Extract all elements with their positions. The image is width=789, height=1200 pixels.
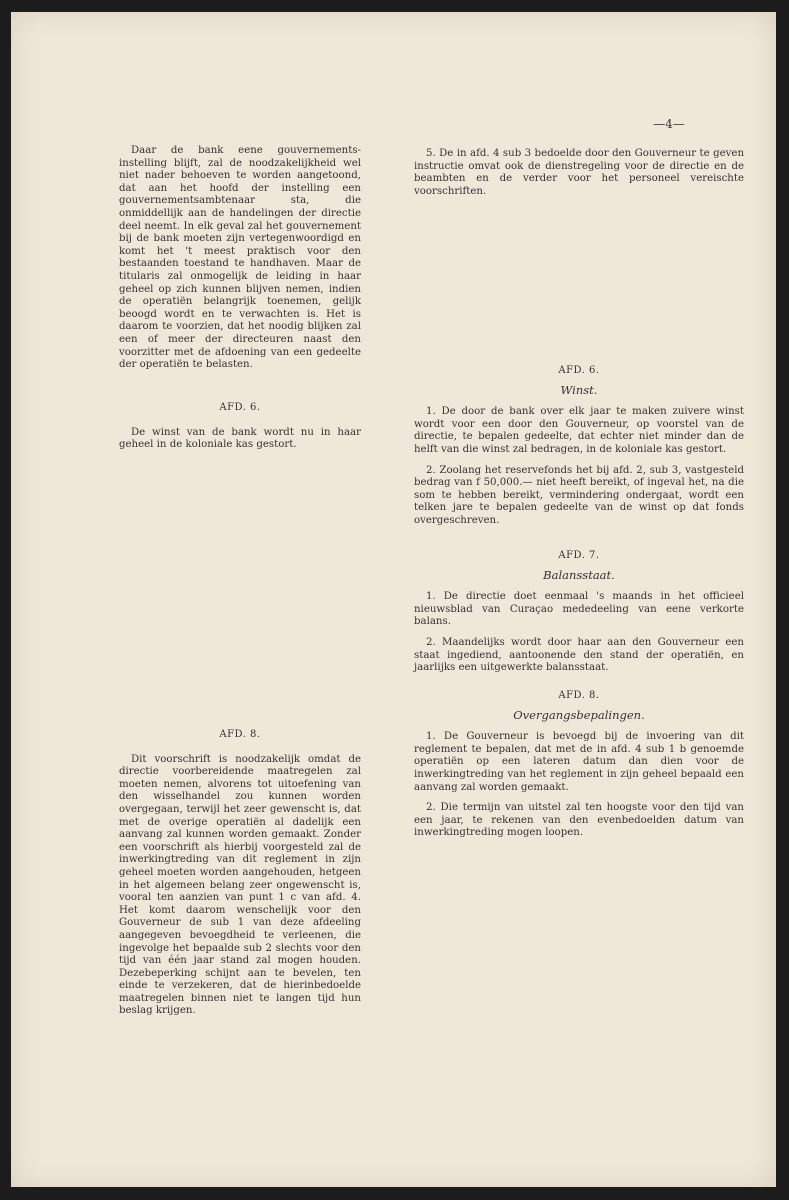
left-intro-text: Daar de bank eene gouvernements-instelling blijft, zal de noodzakelijkheid wel niet nader behoeven te worden aangetoond, dat aan het hoofd der instelling een gouvernementsambtenaar sta, die onmiddellijk aan de handelingen der directie deel neemt. In elk geval zal het gouvernement bij de bank moeten zijn vertegenwoordigd en komt het 't meest praktisch voor den bestaanden toestand te handhaven. Maar de titularis zal onmogelijk de leiding in haar geheel op zich kunnen blijven nemen, indien de operatiën belangrijk toenemen, gelijk beoogd wordt en te verwachten is. Het is daarom te voorzien, dat het noodig blijken zal een of meer der directeuren naast den voorzitter met de afdoening van een gedeelte der operatiën te belasten. xyxy=(119,145,361,371)
left-afd6-text: De winst van de bank wordt nu in haar geheel in de koloniale kas gestort. xyxy=(119,426,361,451)
right-afd6-title: Winst. xyxy=(560,382,598,397)
right-afd6-p1: 1. De door de bank over elk jaar te maken zuivere winst wordt voor een door den Gouverneur, op voorstel van de directie, te bepalen gedeelte, dat echter niet minder dan de helft van die winst zal bedragen, in de koloniale kas gestort. xyxy=(414,406,744,455)
left-afd8-text: Dit voorschrift is noodzakelijk omdat de directie voorbereidende maatregelen zal moeten nemen, alvorens tot uitoefening van den wisselhandel zou kunnen worden overgegaan, terwijl het zeer gewenscht is, dat met de overige operatiën al dadelijk een aanvang zal kunnen worden gemaakt. Zonder een voorschrift als hierbij voorgesteld zal de inwerkingtreding van dit reglement in zijn geheel moeten worden aangehouden, hetgeen in het algemeen belang zeer ongewenscht is, vooral ten aanzien van punt 1 c van afd. 4. Het komt daarom wenschelijk voor den Gouverneur de sub 1 van deze afdeeling aangegeven bevoegdheid te verleenen, die ingevolge het bepaalde sub 2 slechts voor den tijd van één jaar stand zal mogen houden. Dezebeperking schijnt aan te bevelen, ten einde te verzekeren, dat de hierinbedoelde maatregelen binnen niet te langen tijd hun beslag krijgen. xyxy=(119,753,361,1017)
right-afd6 xyxy=(414,365,744,528)
left-afd8-heading: AFD. 8. xyxy=(219,729,261,740)
page-number-block xyxy=(414,118,744,131)
document-page xyxy=(11,12,776,1187)
right-afd7-heading: AFD. 7. xyxy=(558,550,600,561)
left-afd6-heading: AFD. 6. xyxy=(219,402,261,413)
left-afd8 xyxy=(119,729,361,1018)
right-item5 xyxy=(414,148,744,198)
right-afd7-p2: 2. Maandelijks wordt door haar aan den Gouverneur een staat ingediend, aantoonende den stand der operatiën, en jaarlijks een uitgewerkte balansstaat. xyxy=(414,636,744,674)
right-afd6-heading: AFD. 6. xyxy=(558,365,600,376)
right-afd8-p2: 2. Die termijn van uitstel zal ten hoogste voor den tijd van een jaar, te rekenen van den evenbedoelden datum van inwerkingtreding mogen loopen. xyxy=(414,802,744,839)
right-afd8-title: Overgangsbepalingen. xyxy=(513,707,645,722)
right-afd8-p1: 1. De Gouverneur is bevoegd bij de invoering van dit reglement te bepalen, dat met de in afd. 4 sub 1 b genoemde operatiën op een lateren datum dan dien voor de inwerkingtreding van het reglement in zijn geheel bepaald een aanvang zal worden gemaakt. xyxy=(414,731,744,793)
left-intro xyxy=(119,145,361,372)
page-number: —4— xyxy=(653,117,685,131)
right-afd7 xyxy=(414,550,744,675)
right-item5-text: 5. De in afd. 4 sub 3 bedoelde door den Gouverneur te geven instructie omvat ook de dienstregeling voor de directie en de beambten en de verder voor het personeel vereischte voorschriften. xyxy=(414,148,744,197)
right-afd8-heading: AFD. 8. xyxy=(558,690,600,701)
right-afd8 xyxy=(414,690,744,840)
right-afd6-p2: 2. Zoolang het reservefonds het bij afd. 2, sub 3, vastgesteld bedrag van f 50,000.— niet heeft bereikt, of ingeval het, na die som te hebben bereikt, vermindering ondergaat, wordt een telken jare te bepalen gedeelte van de winst op dat fonds overgeschreven. xyxy=(414,464,744,526)
left-afd6 xyxy=(119,402,361,452)
right-afd7-title: Balansstaat. xyxy=(543,567,615,582)
right-afd7-p1: 1. De directie doet eenmaal 's maands in het officieel nieuwsblad van Curaçao mededeeling van eene verkorte balans. xyxy=(414,591,744,628)
